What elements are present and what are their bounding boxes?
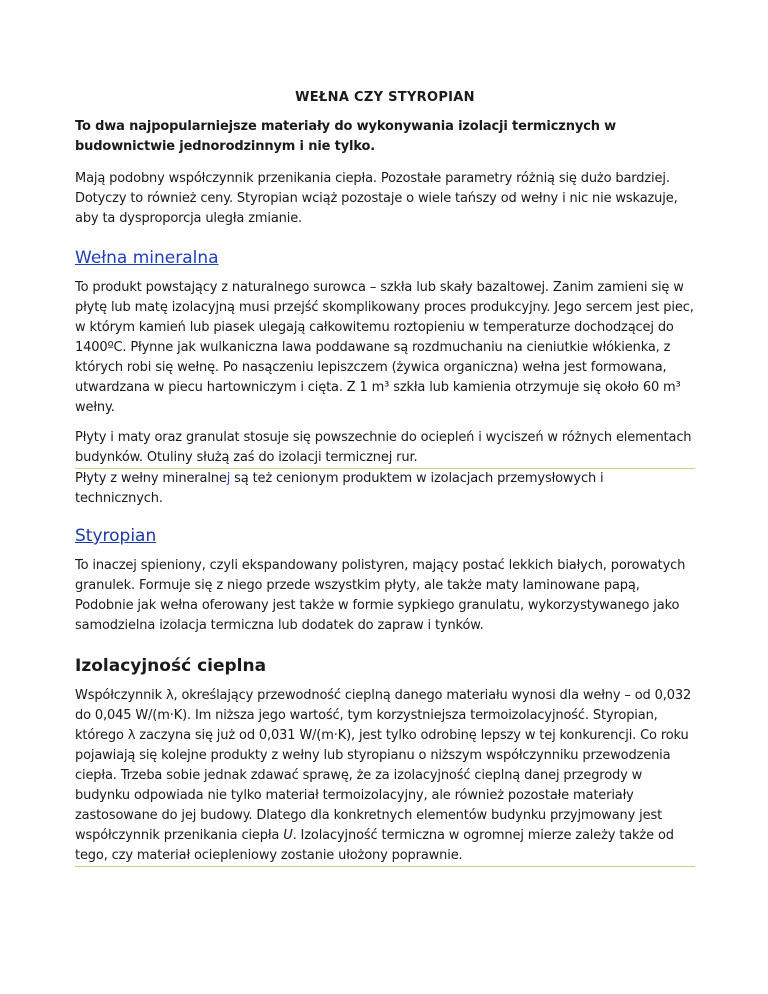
- heading-izolacyjnosc-cieplna: Izolacyjność cieplna: [75, 656, 267, 676]
- lead-paragraph: To dwa najpopularniejsze materiały do wykonywania izolacji termicznych w budownictwie jednorodzinnym i nie tylko.: [75, 119, 617, 154]
- intro-paragraph: Mają podobny współczynnik przenikania ciepła. Pozostałe parametry różnią się dużo bardziej. Dotyczy to również ceny. Styropian wciąż pozostaje o wiele tańszy od wełny i nic nie wskazuje, aby ta dysproporcja uległa zmianie.: [75, 171, 678, 226]
- page-title: WEŁNA CZY STYROPIAN: [295, 90, 475, 105]
- heading-welna-mineralna: Wełna mineralna: [75, 248, 219, 268]
- izolacyjnosc-text-a: Współczynnik λ, określający przewodność cieplną danego materiału wynosi dla wełny – od 0,032 do 0,045 W/(m·K). Im niższa jego wartość, tym korzystniejsza termoizolacyjność. Styropian, którego λ zaczyna się już od 0,031 W/(m·K), jest tylko odrobinę lepszy w tej konkurencji. Co roku pojawiają się kolejne produkty z wełny lub styropianu o niższym współczynniku przewodzenia ciepła. Trzeba sobie jednak zdawać sprawę, że za izolacyjność cieplną danej przegrody w budynku odpowiada nie tylko materiał termoizolacyjny, ale również pozostałe materiały zastosowane do jej budowy. Dlatego dla konkretnych elementów budynku przyjmowany jest współczynnik przenikania ciepła: [75, 688, 692, 843]
- welna-paragraph-3: [75, 469, 695, 509]
- styropian-paragraph: To inaczej spieniony, czyli ekspandowany polistyren, mający postać lekkich białych, porowatych granulek. Formuje się z niego przede wszystkim płyty, ale także maty laminowane papą, Podobnie jak wełna oferowany jest także w formie sypkiego granulatu, wykorzystywanego jako samodzielna izolacja termiczna lub dodatek do zapraw i tynków.: [75, 558, 686, 633]
- izolacyjnosc-paragraph: [75, 686, 695, 866]
- welna-paragraph-3-link-char: j: [226, 471, 231, 486]
- divider-bottom: [75, 866, 695, 867]
- welna-paragraph-3-end: są też cenionym produktem w izolacjach przemysłowych i technicznych.: [75, 471, 604, 506]
- document-body: [75, 90, 695, 867]
- izolacyjnosc-text-b: . Izolacyjność termiczna w ogromnej mierze zależy także od tego, czy materiał ociepleniowy zostanie ułożony poprawnie.: [75, 828, 674, 863]
- welna-paragraph-2: Płyty i maty oraz granulat stosuje się powszechnie do ociepleń i wyciszeń w różnych elementach budynków. Otuliny służą zaś do izolacji termicznej rur.: [75, 430, 692, 465]
- welna-paragraph-1: To produkt powstający z naturalnego surowca – szkła lub skały bazaltowej. Zanim zamieni się w płytę lub matę izolacyjną musi przejść skomplikowany proces produkcyjny. Jego sercem jest piec, w którym kamień lub piasek ulegają całkowitemu roztopieniu w temperaturze dochodzącej do 1400ºC. Płynne jak wulkaniczna lawa poddawane są rozdmuchaniu na cieniutkie włókienka, z których robi się wełnę. Po nasączeniu lepiszczem (żywica organiczna) wełna jest formowana, utwardzana w piecu hartowniczym i cięta. Z 1 m³ szkła lub kamienia otrzymuje się około 60 m³ wełny.: [75, 280, 694, 415]
- welna-paragraph-3-start: Płyty z wełny mineralne: [75, 471, 227, 486]
- izolacyjnosc-symbol-u: U: [283, 828, 293, 843]
- heading-styropian: Styropian: [75, 526, 157, 546]
